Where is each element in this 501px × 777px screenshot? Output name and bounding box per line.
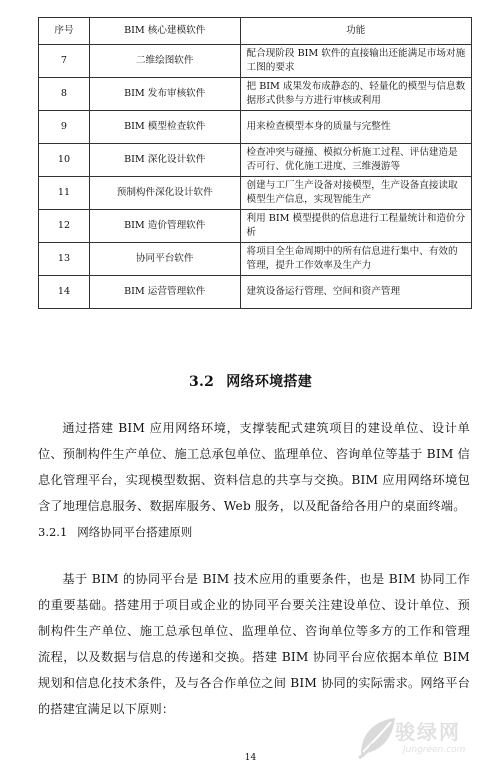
row-function: 建筑设备运行管理、空间和资产管理: [240, 276, 471, 309]
table-row: [39, 177, 472, 210]
section-title: 网络环境搭建: [226, 374, 313, 390]
table-row: [39, 210, 472, 243]
row-software: BIM 运营管理软件: [89, 276, 240, 309]
row-function: 检查冲突与碰撞、模拟分析施工过程、评估建造是否可行、优化施工进度、三维漫游等: [240, 144, 471, 177]
row-index: 10: [39, 144, 90, 177]
row-software: 预制构件深化设计软件: [89, 177, 240, 210]
header-function: 功能: [240, 18, 471, 45]
row-index: 9: [39, 111, 90, 144]
table-row: [39, 78, 472, 111]
row-software: BIM 深化设计软件: [89, 144, 240, 177]
row-software: BIM 造价管理软件: [89, 210, 240, 243]
section-heading: [0, 371, 501, 391]
row-index: 13: [39, 243, 90, 276]
row-function: 配合现阶段 BIM 软件的直接输出还能满足市场对施工图的要求: [240, 45, 471, 78]
table-row: [39, 276, 472, 309]
row-software: 协同平台软件: [89, 243, 240, 276]
subsection-heading: [38, 524, 192, 540]
leaf-icon: [355, 714, 399, 764]
header-index: 序号: [39, 18, 90, 45]
row-function: 利用 BIM 模型提供的信息进行工程量统计和造价分析: [240, 210, 471, 243]
row-software: BIM 发布审核软件: [89, 78, 240, 111]
subsection-title: 网络协同平台搭建原则: [77, 525, 193, 539]
page-number: 14: [244, 753, 257, 763]
row-index: 8: [39, 78, 90, 111]
row-software: BIM 模型检查软件: [89, 111, 240, 144]
row-index: 11: [39, 177, 90, 210]
table-header-row: [39, 18, 472, 45]
row-index: 7: [39, 45, 90, 78]
row-index: 14: [39, 276, 90, 309]
row-function: 用来检查模型本身的质量与完整性: [240, 111, 471, 144]
table-row: [39, 111, 472, 144]
row-software: 二维绘图软件: [89, 45, 240, 78]
table-row: [39, 243, 472, 276]
watermark-url: Jungreen.com: [403, 745, 466, 755]
table-row: [39, 144, 472, 177]
row-function: 创建与工厂生产设备对接模型，生产设备直接读取模型生产信息，实现智能生产: [240, 177, 471, 210]
subsection-number: 3.2.1: [38, 525, 68, 539]
header-software: BIM 核心建模软件: [89, 18, 240, 45]
software-table: [38, 17, 472, 309]
section-number: 3.2: [188, 374, 215, 390]
row-function: 把 BIM 成果发布成静态的、轻量化的模型与信息数据形式供参与方进行审核或利用: [240, 78, 471, 111]
watermark-logo: [355, 714, 495, 768]
table-row: [39, 45, 472, 78]
body-paragraph: 通过搭建 BIM 应用网络环境，支撑装配式建筑项目的建设单位、设计单位、预制构件生产单位、施工总承包单位、监理单位、咨询单位等基于 BIM 信息化管理平台，实现模型数据、资料信息的共享与交换。BIM 应用网络环境包含了地理信息服务、数据库服务、Web 服务，以及配备给各用户的桌面终端。: [38, 421, 470, 513]
watermark-text: 骏绿网: [395, 720, 461, 744]
row-function: 将项目全生命周期中的所有信息进行集中、有效的管理，提升工作效率及生产力: [240, 243, 471, 276]
row-index: 12: [39, 210, 90, 243]
body-paragraph: 基于 BIM 的协同平台是 BIM 技术应用的重要条件，也是 BIM 协同工作的重要基础。搭建用于项目或企业的协同平台要关注建设单位、设计单位、预制构件生产单位、施工总承包单位、监理单位、咨询单位等多方的工作和管理流程，以及数据与信息的传递和交换。搭建 BIM 协同平台应依据本单位 BIM 规划和信息化技术条件，及与各合作单位之间 BIM 协同的实际需求。网络平台的搭建宜满足以下原则：: [38, 572, 470, 716]
